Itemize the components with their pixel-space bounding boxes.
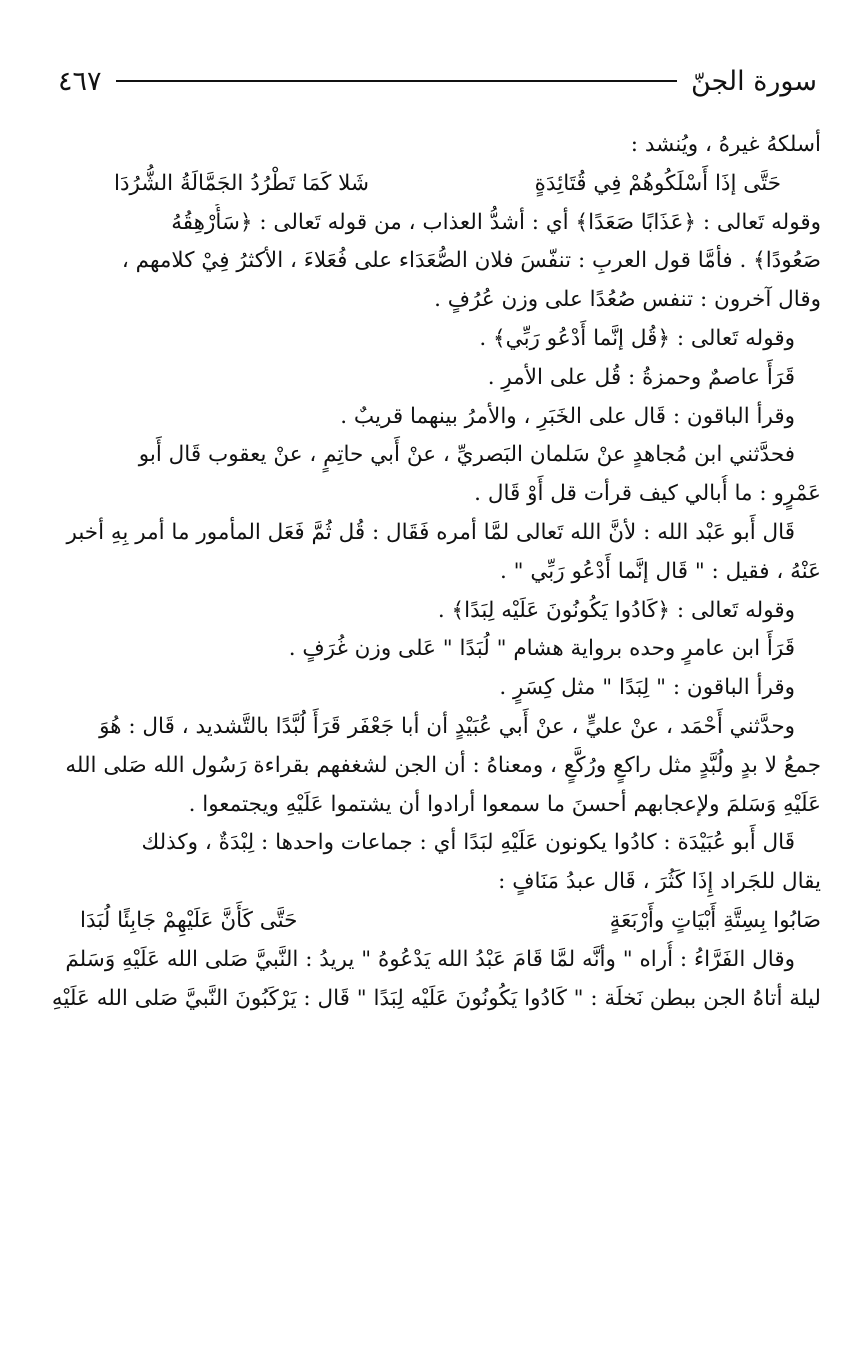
text-line: عَمْرٍو : ما أُبالي كيف قرأت قل أَوْ قَال .	[474, 481, 821, 507]
header-rule	[116, 80, 677, 82]
verse-right-hemistich: حَتَّى إذَا أَسْلَكُوهُمْ فِي قُتَائِدَةٍ	[534, 170, 781, 196]
text-line: وقرأ الباقون : قَال على الخَبَرِ ، والأمرُ بينهما قريبٌ .	[340, 403, 795, 429]
text-line: قَال أَبو عُبَيْدَة : كادُوا يكونون عَلَيْهِ لبَدًا أي : جماعات واحدها : لِبْدَةٌ ، وكذلك	[141, 830, 795, 856]
text-line: عَنْهُ ، فقيل : " قَال إنَّما أَدْعُو رَبِّي " .	[499, 558, 821, 584]
text-line: قَال أَبو عَبْد الله : لأنَّ الله تَعالى لمَّا أمره فَقَال : قُل ثُمَّ فَعَل المأمور ما أمر بِهِ أخبر	[66, 519, 795, 545]
text-line: وقوله تَعالى : ﴿كَادُوا يَكُونُونَ عَلَيْه لِبَدًا﴾ .	[437, 597, 795, 623]
text-line: عَلَيْهِ وَسَلمَ ولإعجابهم أحسنَ ما سمعوا أرادوا أن يشتموا عَلَيْهِ ويجتمعوا .	[188, 791, 821, 817]
poetry-verse	[44, 165, 821, 204]
text-line: وقال آخرون : تنفس صُعُدًا على وزن عُرُفٍ .	[434, 287, 821, 313]
text-line: جمعُ لا بدٍ ولُبَّدٍ مثل راكعٍ ورُكَّعٍ ، ومعناهُ : أن الجن لشغفهم بقراءة رَسُول الله صَلى الله	[65, 752, 821, 778]
text-line: يقال للجَراد إِذَا كَثُرَ ، قَال عبدُ مَنَافٍ :	[498, 869, 821, 895]
page-number: ٤٦٧	[58, 65, 102, 97]
surah-title: سورة الجنّ	[690, 65, 817, 97]
text-line: وقال الفَرَّاءُ : أُراه " وأنَّه لمَّا قَامَ عَبْدُ الله يَدْعُوهُ " يريدُ : النَّبيَّ صَلى الله عَلَيْهِ وَسَلمَ	[65, 946, 795, 972]
text-line: قَرَأَ عاصمٌ وحمزةُ : قُل على الأمرِ .	[487, 364, 795, 390]
poetry-verse	[44, 902, 821, 941]
page-header	[58, 58, 817, 104]
text-line: صَعُودًا﴾ . فأمَّا قول العربِ : تنفّسَ فلان الصُّعَدَاء على فُعَلاءَ ، الأكثرُ فِيْ كلامهم ،	[121, 248, 821, 274]
text-line: وحدَّثني أَحْمَد ، عنْ عليٍّ ، عنْ أَبي عُبَيْدٍ أن أبا جَعْفَر قَرَأَ لُبَّدًا بالتَّشديد ، قَال : هُوَ	[99, 713, 795, 739]
text-line: قَرَأَ ابن عامرٍ وحده برواية هشام " لُبَدًا " عَلى وزن غُرَفٍ .	[288, 636, 795, 662]
verse-right-hemistich: صَابُوا بِسِتَّةِ أَبْيَاتٍ وأَرْبَعَةٍ	[609, 907, 821, 933]
text-line: ليلة أتاهُ الجن ببطن نَخلَة : " كَادُوا يَكُونُونَ عَلَيْه لِبَدًا " قَال : يَرْكَبُونَ النَّبيَّ صَلى الله عَلَيْهِ	[51, 985, 821, 1011]
text-line: وقرأ الباقون : " لِبَدًا " مثل كِسَرٍ .	[499, 675, 795, 701]
verse-left-hemistich: شَلا كَمَا تَطْرُدُ الجَمَّالَةُ الشُّرُدَا	[114, 170, 370, 196]
text-line: وقوله تَعالى : ﴿قُل إنَّما أَدْعُو رَبِّي﴾ .	[479, 325, 795, 351]
text-line: فحدَّثني ابن مُجاهدٍ عنْ سَلمان البَصريِّ ، عنْ أَبي حاتِمٍ ، عنْ يعقوب قَال أَبو	[138, 442, 795, 468]
text-line: أسلكهُ غيرهُ ، ويُنشد :	[630, 132, 821, 157]
page-body	[44, 126, 821, 1018]
verse-left-hemistich: حَتَّى كَأَنَّ عَلَيْهِمْ جَابِئًا لُبَدَا	[80, 907, 298, 933]
text-line: وقوله تَعالى : ﴿عَذَابًا صَعَدًا﴾ أي : أشدُّ العذاب ، من قوله تَعالى : ﴿سَأُرْهِقُهُ	[171, 209, 821, 235]
